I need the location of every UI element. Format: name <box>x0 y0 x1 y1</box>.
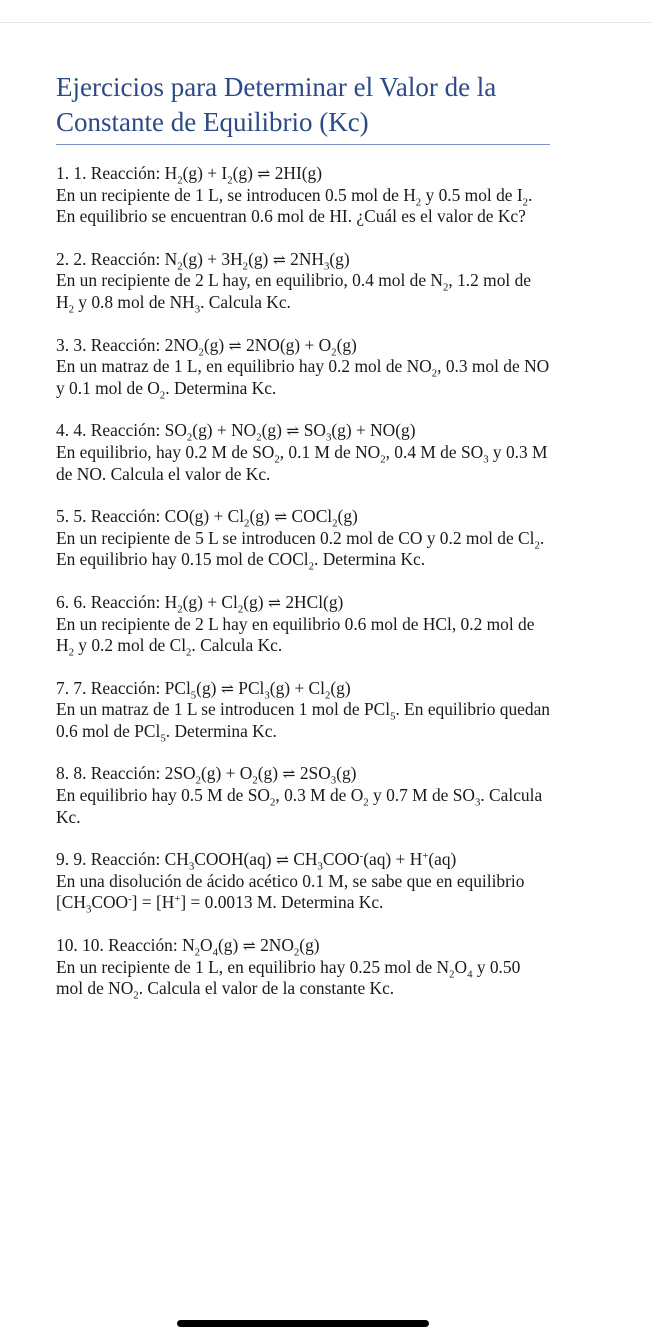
reaction-equation: $CH_3COOH(aq)$ ⇌ $CH_3COO^-(aq) + H^+(aq)$ <box>164 849 457 873</box>
exercise-number: 6. 6. Reacción: <box>56 591 165 612</box>
exercise-statement: En un recipiente de 2 L hay en equilibrio 0.6 mol de HCl, 0.2 mol de $H_2$ y 0.2 mol de $Cl_2$. Calcula Kc. <box>56 613 535 659</box>
exercise-reaction-line <box>56 163 550 185</box>
exercise-number: 1. 1. Reacción: <box>56 163 165 183</box>
exercise-list <box>56 163 550 1000</box>
reaction-equation: $SO_2(g) + NO_2(g)$ ⇌ $SO_3(g) + NO(g)$ <box>164 420 416 444</box>
exercise-reaction-line <box>56 249 550 271</box>
exercise-statement: En un matraz de 1 L, en equilibrio hay 0.2 mol de $NO_2$, 0.3 mol de NO y 0.1 mol de $O_2$. Determina Kc. <box>56 356 550 402</box>
exercise-reaction-line <box>56 678 550 700</box>
reaction-equation: $2SO_2(g) + O_2(g)$ ⇌ $2SO_3(g)$ <box>164 763 357 787</box>
exercise-statement: En equilibrio, hay 0.2 M de $SO_2$, 0.1 M de $NO_2$, 0.4 M de $SO_3$ y 0.3 M de NO. Calcula el valor de Kc. <box>56 441 548 484</box>
exercise-item <box>56 763 550 828</box>
exercise-number: 3. 3. Reacción: <box>56 334 165 355</box>
exercise-reaction-line <box>56 763 550 785</box>
exercise-statement: En un recipiente de 2 L hay, en equilibrio, 0.4 mol de $N_2$, 1.2 mol de $H_2$ y 0.8 mol de $NH_3$. Calcula Kc. <box>56 270 531 316</box>
exercise-number: 7. 7. Reacción: <box>56 677 165 698</box>
reaction-equation: $2NO_2(g)$ ⇌ $2NO(g) + O_2(g)$ <box>164 334 357 358</box>
exercise-reaction-line <box>56 849 550 871</box>
exercise-statement: En un matraz de 1 L se introducen 1 mol de PCl$_5$. En equilibrio quedan 0.6 mol de PCl$_5$. Determina Kc. <box>56 699 550 745</box>
exercise-number: 5. 5. Reacción: <box>56 506 165 527</box>
reaction-equation: PCl$_5$(g) ⇌ $PCl_3(g) + Cl_2(g)$ <box>164 677 351 701</box>
exercise-statement: En un recipiente de 1 L, en equilibrio hay 0.25 mol de $N_2O_4$ y 0.50 mol de $NO_2$. Calcula el valor de la constante Kc. <box>56 956 521 1002</box>
reaction-equation: $N_2(g) + 3H_2(g)$ ⇌ $2NH_3(g)$ <box>164 248 350 273</box>
exercise-item <box>56 163 550 228</box>
exercise-number: 2. 2. Reacción: <box>56 248 165 269</box>
exercise-number: 9. 9. Reacción: <box>56 849 165 870</box>
exercise-number: 10. 10. Reacción: <box>56 935 183 956</box>
page-title: Ejercicios para Determinar el Valor de la Constante de Equilibrio (Kc) <box>56 70 550 145</box>
exercise-number: 4. 4. Reacción: <box>56 420 165 441</box>
reaction-equation: $H_2(g) + I_2(g)$ ⇌ 2HI(g) <box>164 163 323 187</box>
exercise-reaction-line <box>56 935 550 957</box>
document-page <box>56 70 550 1000</box>
exercise-item <box>56 935 550 1000</box>
exercise-reaction-line <box>56 335 550 357</box>
exercise-statement: En un recipiente de 5 L se introducen 0.2 mol de CO y 0.2 mol de $Cl_2$. En equilibrio hay 0.15 mol de COCl$_2$. Determina Kc. <box>56 527 545 573</box>
exercise-item <box>56 592 550 657</box>
exercise-item <box>56 849 550 914</box>
reaction-equation: $H_2(g) + Cl_2(g)$ ⇌ 2HCl(g) <box>164 591 344 616</box>
exercise-item <box>56 420 550 485</box>
reaction-equation: $CO(g) + Cl_2(g)$ ⇌ COCl$_2$(g) <box>164 506 358 530</box>
exercise-statement: En equilibrio hay 0.5 M de $SO_2$, 0.3 M de $O_2$ y 0.7 M de $SO_3$. Calcula Kc. <box>56 785 543 827</box>
exercise-reaction-line <box>56 506 550 528</box>
exercise-item <box>56 249 550 314</box>
status-bar <box>0 0 652 23</box>
reaction-equation: $N_2O_4(g)$ ⇌ $2NO_2(g)$ <box>182 935 320 959</box>
exercise-item <box>56 678 550 743</box>
exercise-reaction-line <box>56 592 550 614</box>
exercise-statement: En un recipiente de 1 L, se introducen 0.5 mol de $H_2$ y 0.5 mol de $I_2$. En equilibrio se encuentran 0.6 mol de HI. ¿Cuál es el valor de Kc? <box>56 184 533 227</box>
home-indicator[interactable] <box>177 1320 429 1327</box>
exercise-statement: En una disolución de ácido acético 0.1 M, se sabe que en equilibrio $[CH_3COO^-] = [H^+] = 0.0013$ M. Determina Kc. <box>56 870 525 916</box>
exercise-reaction-line <box>56 420 550 442</box>
exercise-item <box>56 506 550 571</box>
exercise-number: 8. 8. Reacción: <box>56 763 165 784</box>
exercise-item <box>56 335 550 400</box>
